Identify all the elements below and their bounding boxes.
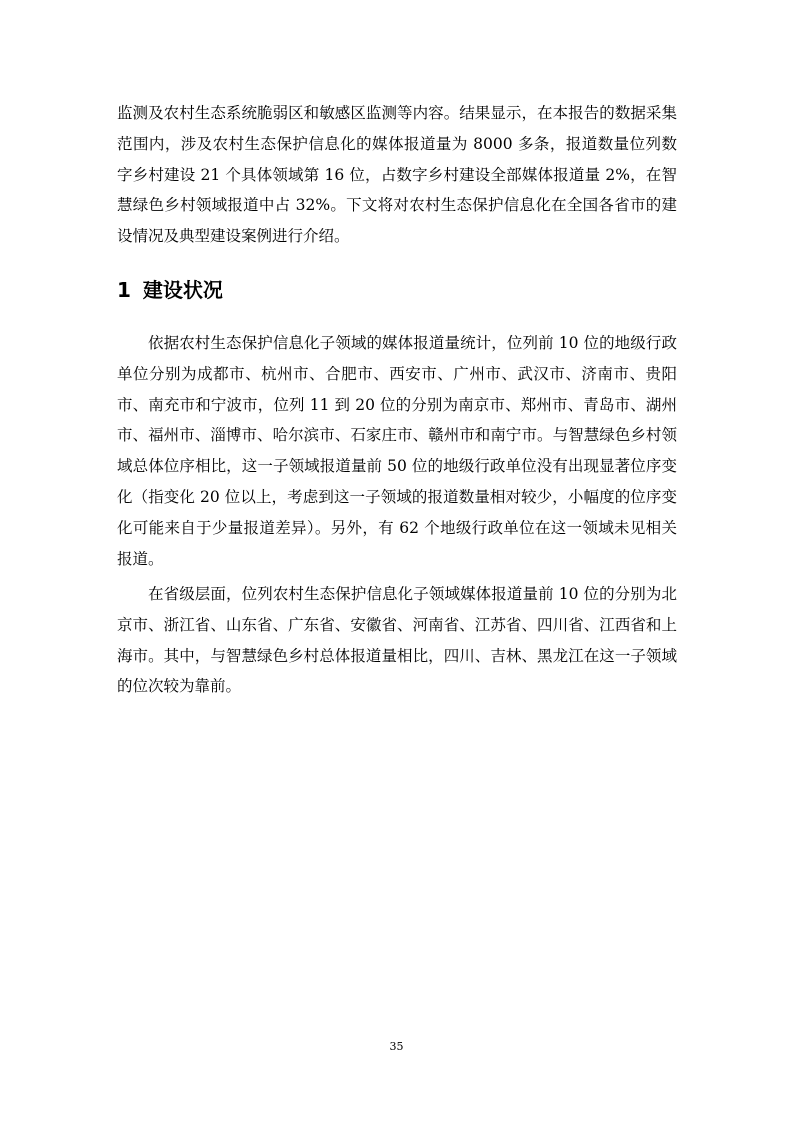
body-paragraph: 在省级层面，位列农村生态保护信息化子领域媒体报道量前 10 位的分别为北京市、浙江省、山东省、广东省、安徽省、河南省、江苏省、四川省、江西省和上海市。其中，与智慧绿色乡村总体报道量相比，四川、吉林、黑龙江在这一子领域的位次较为靠前。 bbox=[117, 585, 677, 696]
section-title: 建设状况 bbox=[142, 278, 223, 302]
intro-paragraph: 监测及农村生态系统脆弱区和敏感区监测等内容。结果显示，在本报告的数据采集范围内，涉及农村生态保护信息化的媒体报道量为 8000 多条，报道数量位列数字乡村建设 21 个具体领域第 16 位，占数字乡村建设全部媒体报道量 2%，在智慧绿色乡村领域报道中占 32%。下文将对农村生态保护信息化在全国各省市的建设情况及典型建设案例进行介绍。 bbox=[117, 104, 677, 246]
body-paragraph: 依据农村生态保护信息化子领域的媒体报道量统计，位列前 10 位的地级行政单位分别为成都市、杭州市、合肥市、西安市、广州市、武汉市、济南市、贵阳市、南充市和宁波市，位列 11 到 20 位的分别为南京市、郑州市、青岛市、湖州市、福州市、淄博市、哈尔滨市、石家庄市、赣州市和南宁市。与智慧绿色乡村领域总体位序相比，这一子领域报道量前 50 位的地级行政单位没有出现显著位序变化（指变化 20 位以上，考虑到这一子领域的报道数量相对较少，小幅度的位序变化可能来自于少量报道差异）。另外，有 62 个地级行政单位在这一领域未见相关报道。 bbox=[117, 334, 677, 568]
section-heading bbox=[117, 275, 223, 305]
page-number: 35 bbox=[389, 1040, 404, 1053]
section-number: 1 bbox=[117, 278, 131, 302]
